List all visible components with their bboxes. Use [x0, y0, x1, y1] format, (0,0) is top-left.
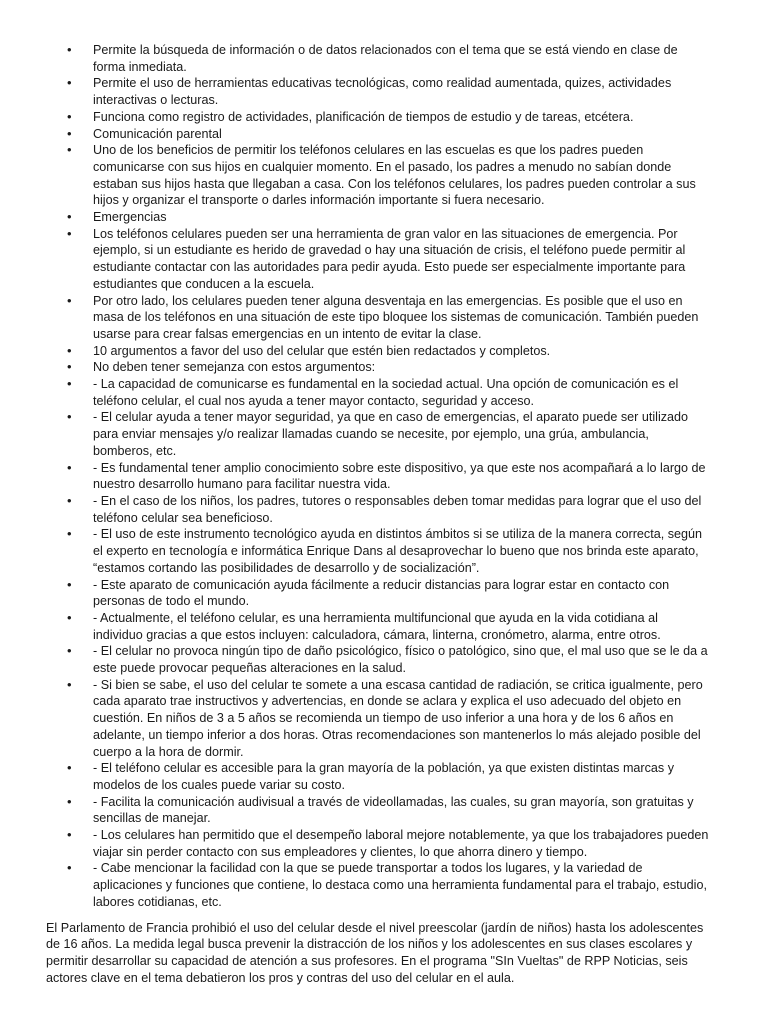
list-item-text: - Facilita la comunicación audivisual a través de videollamadas, las cuales, su gran mayoría, son gratuitas y sencillas de manejar.: [93, 794, 694, 826]
bullet-icon: •: [67, 643, 72, 659]
list-item: [67, 793, 710, 827]
list-item-text: - Si bien se sabe, el uso del celular te somete a una escasa cantidad de radiación, se critica igualmente, pero cada aparato trae instructivos y advertencias, en donde se aclara y explica el uso adecuado del objeto en cuestión. En niños de 3 a 5 años se recomienda un tiempo de uso inferior a una hora y de los 6 años en adelante, un tiempo inferior a dos horas. Otras recomendaciones son mantenerlos lo más alejado posible del cuerpo a la hora de dormir.: [93, 677, 703, 759]
list-item: [67, 376, 710, 409]
bullet-icon: •: [67, 459, 72, 475]
list-item: [67, 409, 710, 459]
bullet-list: [46, 42, 710, 911]
list-item: [67, 108, 710, 126]
list-item-text: Funciona como registro de actividades, planificación de tiempos de estudio y de tareas, etcétera.: [93, 109, 634, 124]
bullet-icon: •: [67, 125, 72, 141]
bullet-icon: •: [67, 108, 72, 124]
bullet-icon: •: [67, 760, 72, 776]
list-item-text: Permite la búsqueda de información o de datos relacionados con el tema que se está viendo en clase de forma inmediata.: [93, 43, 678, 74]
list-item: [67, 643, 710, 676]
list-item: [67, 142, 710, 209]
bullet-icon: •: [67, 359, 72, 375]
list-item: [67, 125, 710, 143]
closing-paragraph: El Parlamento de Francia prohibió el uso del celular desde el nivel preescolar (jardín de niños) hasta los adolescentes de 16 años. La medida legal busca prevenir la distracción de los niños y los adolescentes en sus clases escolares y permitir desarrollar su capacidad de atención a sus profesores. En el programa "SIn Vueltas" de RPP Noticias, seis actores clave en el tema debatieron los pros y contras del uso del celular en el aula.: [46, 920, 704, 985]
bullet-icon: •: [67, 827, 72, 843]
list-item-text: - Los celulares han permitido que el desempeño laboral mejore notablemente, ya que los trabajadores pueden viajar sin perder contacto con sus empleadores y clientes, lo que ahorra dinero y tiempo.: [93, 828, 709, 859]
list-item: [67, 492, 710, 526]
list-item: [67, 676, 710, 761]
list-item: [67, 225, 710, 293]
list-item-text: Emergencias: [93, 210, 167, 225]
list-item: [67, 526, 710, 576]
bullet-icon: •: [67, 492, 72, 508]
list-item-text: Por otro lado, los celulares pueden tener alguna desventaja en las emergencias. Es posible que el uso en masa de los teléfonos en una situación de este tipo bloquee los sistemas de comunicación. También pueden usarse para crear falsas emergencias en un intento de evitar la clase.: [93, 293, 699, 341]
bullet-icon: •: [67, 142, 72, 158]
bullet-icon: •: [67, 609, 72, 625]
list-item-text: - El teléfono celular es accesible para la gran mayoría de la población, ya que existen distintas marcas y modelos de los cuales puede variar su costo.: [93, 761, 675, 792]
list-item: [67, 292, 710, 343]
bullet-icon: •: [67, 225, 72, 241]
list-item-text: - El celular ayuda a tener mayor seguridad, ya que en caso de emergencias, el aparato puede ser utilizado para enviar mensajes y/o realizar llamadas cuando se necesite, por ejemplo, una grúa, ambulancia, bomberos, etc.: [93, 410, 689, 458]
list-item: [67, 860, 710, 910]
list-item: [67, 609, 710, 643]
list-item-text: Permite el uso de herramientas educativas tecnológicas, como realidad aumentada, quizes, actividades interactivas o lecturas.: [93, 76, 672, 108]
list-item: [67, 827, 710, 860]
list-item: [67, 42, 710, 75]
list-item: [67, 209, 710, 226]
bullet-icon: •: [67, 676, 72, 692]
list-item: [67, 760, 710, 793]
bullet-icon: •: [67, 409, 72, 425]
list-item-text: - El uso de este instrumento tecnológico ayuda en distintos ámbitos si se utiliza de la manera correcta, según el experto en tecnología e informática Enrique Dans al desaprovechar lo bueno que nos brinda este aparato, “estamos cortando las posibilidades de desarrollo y de socialización”.: [93, 527, 703, 575]
list-item: [67, 459, 710, 493]
list-item-text: Comunicación parental: [93, 126, 222, 141]
bullet-icon: •: [67, 209, 72, 225]
list-item: [67, 342, 710, 360]
list-item-text: No deben tener semejanza con estos argumentos:: [93, 360, 376, 375]
bullet-icon: •: [67, 576, 72, 592]
list-item: [67, 75, 710, 108]
list-item: [67, 576, 710, 610]
list-item-text: - Este aparato de comunicación ayuda fácilmente a reducir distancias para lograr estar en contacto con personas de todo el mundo.: [93, 577, 670, 609]
bullet-icon: •: [67, 526, 72, 542]
list-item-text: - Es fundamental tener amplio conocimiento sobre este dispositivo, ya que este nos acompañará a lo largo de nuestro desarrollo humano para facilitar nuestra vida.: [93, 460, 706, 492]
list-item-text: - La capacidad de comunicarse es fundamental en la sociedad actual. Una opción de comunicación es el teléfono celular, el cual nos ayuda a tener mayor contacto, seguridad y acceso.: [93, 377, 679, 408]
list-item-text: - Cabe mencionar la facilidad con la que se puede transportar a todos los lugares, y la variedad de aplicaciones y funciones que contiene, lo destaca como una herramienta fundamental para el trabajo, estudio, labores cotidianas, etc.: [93, 861, 707, 909]
list-item: [67, 359, 710, 376]
bullet-icon: •: [67, 376, 72, 392]
list-item-text: Los teléfonos celulares pueden ser una herramienta de gran valor en las situaciones de emergencia. Por ejemplo, si un estudiante es herido de gravedad o hay una situación de crisis, el teléfono puede permitir al estudiante contactar con las autoridades para pedir ayuda. Esto puede ser especialmente importante para estudiantes que conducen a la escuela.: [93, 226, 686, 291]
list-item-text: Uno de los beneficios de permitir los teléfonos celulares en las escuelas es que los padres pueden comunicarse con sus hijos en cualquier momento. En el pasado, los padres a menudo no sabían donde estaban sus hijos hasta que llegaban a casa. Con los teléfonos celulares, los padres pueden controlar a sus hijos y organizar el transporte o darles información importante si fuera necesario.: [93, 143, 696, 208]
list-item-text: - Actualmente, el teléfono celular, es una herramienta multifuncional que ayuda en la vida cotidiana al individuo gracias a que estos incluyen: calculadora, cámara, linterna, cronómetro, alarma, entre otros.: [93, 610, 661, 642]
bullet-icon: •: [67, 292, 72, 308]
bullet-icon: •: [67, 342, 72, 358]
list-item-text: - El celular no provoca ningún tipo de daño psicológico, físico o patológico, sino que, el mal uso que se le da a este puede provocar pequeñas alteraciones en la salud.: [93, 644, 708, 676]
bullet-icon: •: [67, 860, 72, 876]
bullet-icon: •: [67, 793, 72, 809]
bullet-icon: •: [67, 42, 72, 57]
list-item-text: - En el caso de los niños, los padres, tutores o responsables deben tomar medidas para lograr que el uso del teléfono celular sea beneficioso.: [93, 493, 702, 525]
bullet-icon: •: [67, 75, 72, 91]
list-item-text: 10 argumentos a favor del uso del celular que estén bien redactados y completos.: [93, 343, 551, 358]
